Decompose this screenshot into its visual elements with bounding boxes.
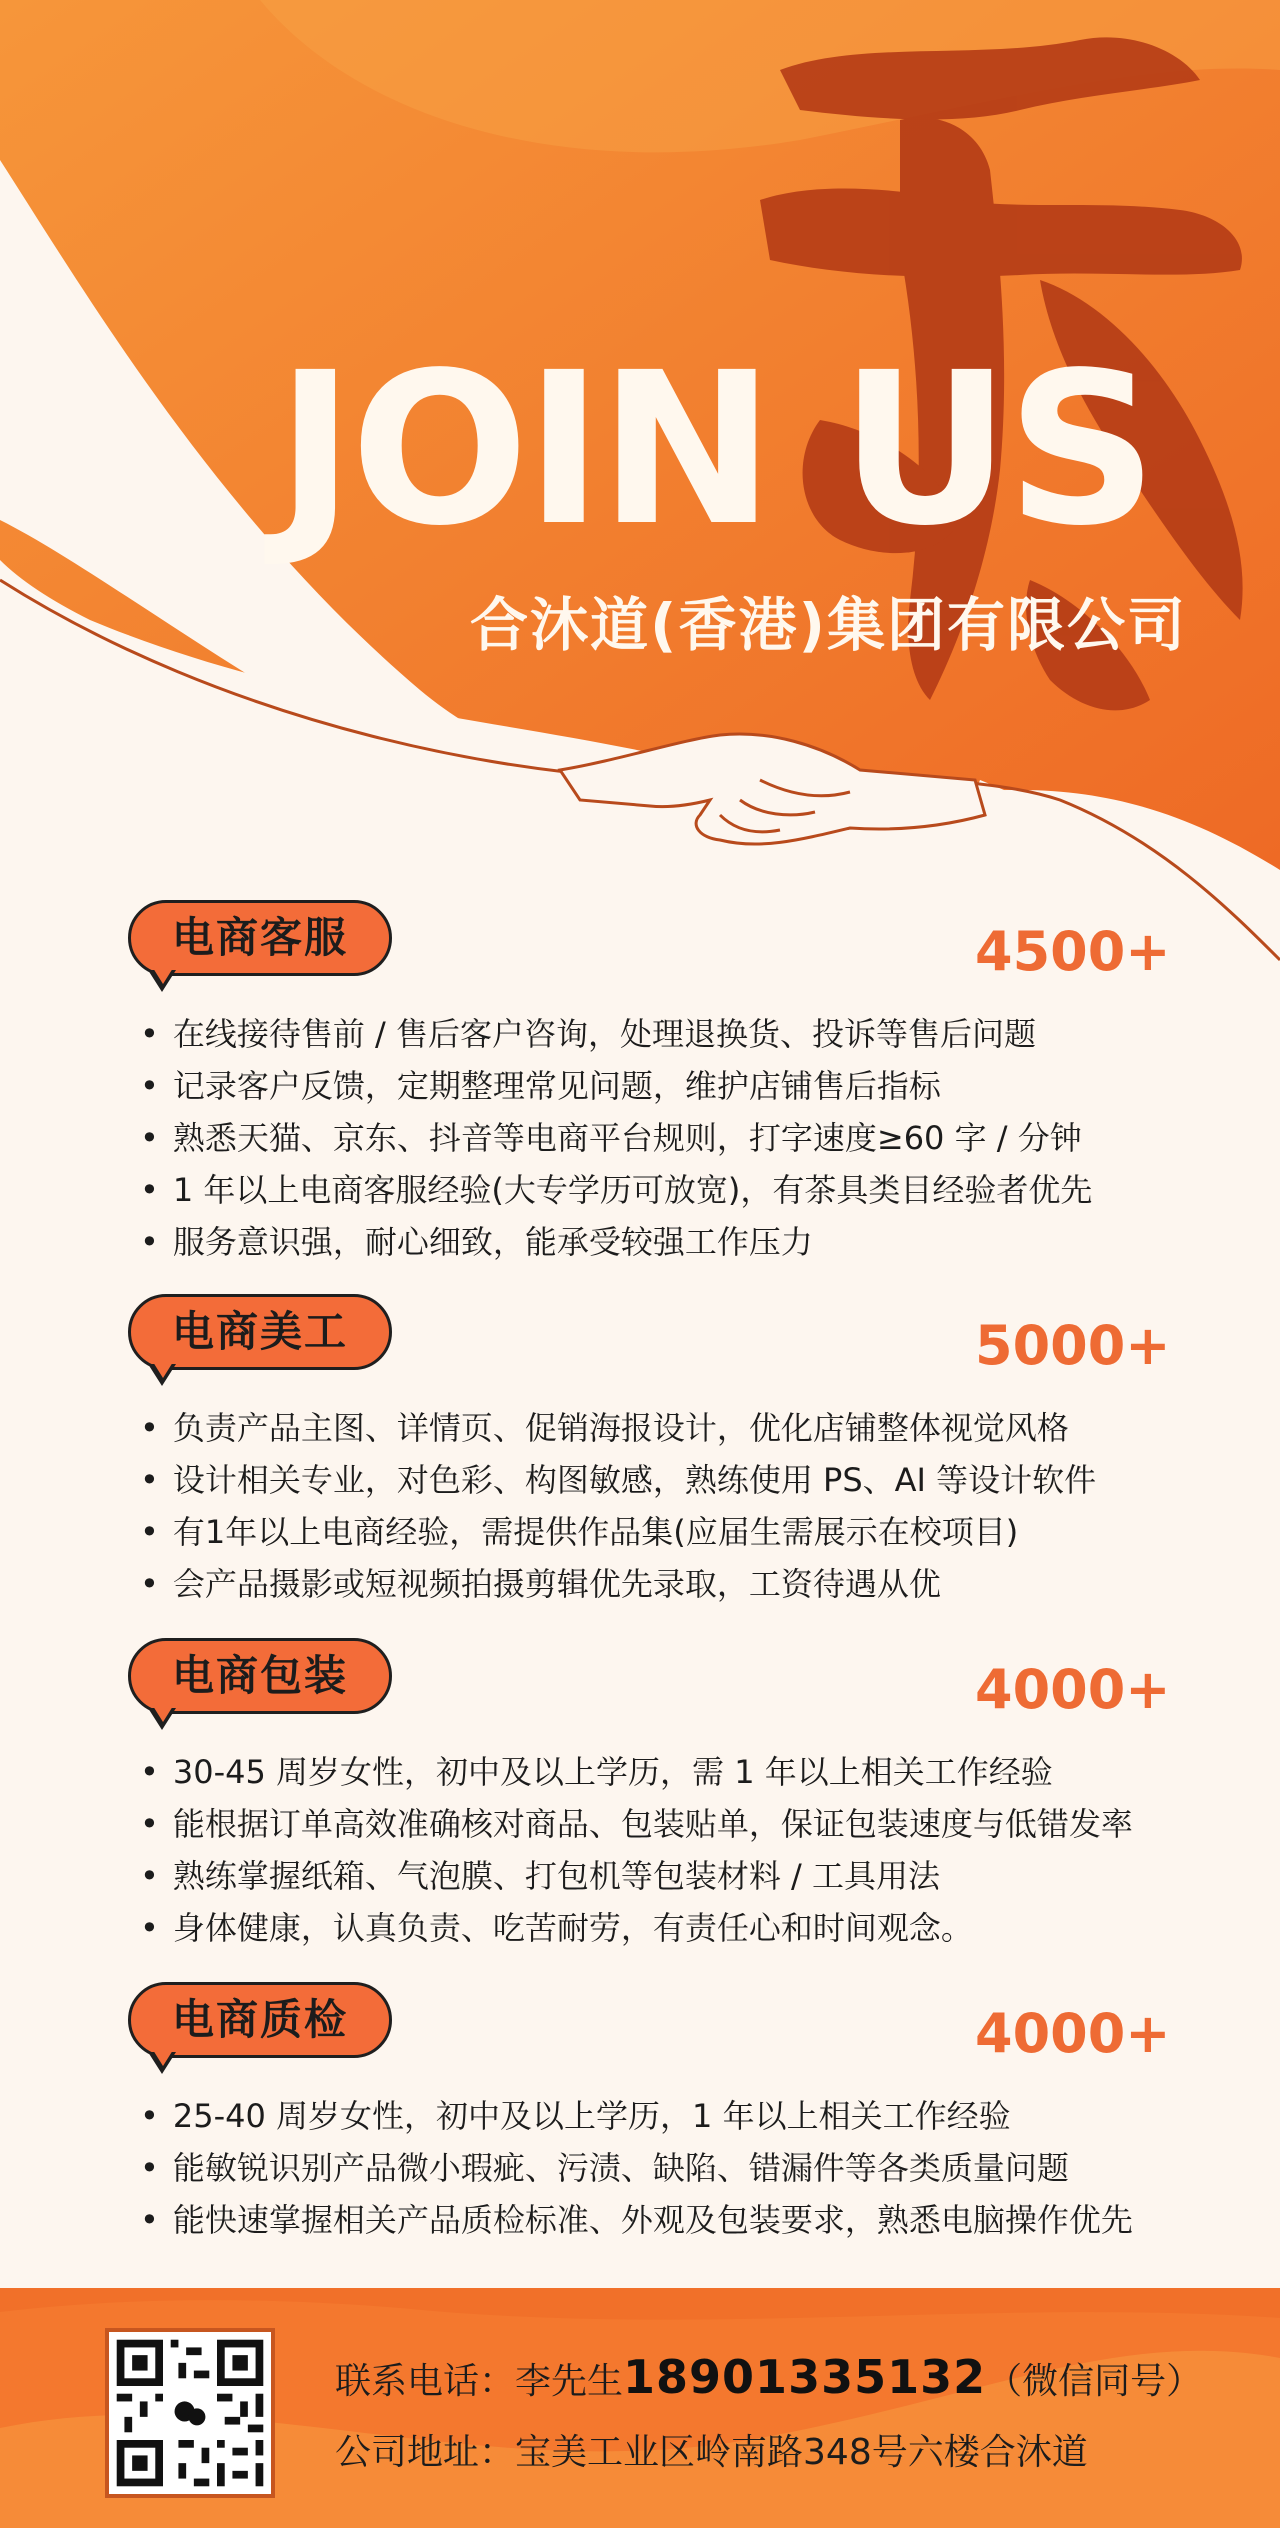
job-title: 电商客服 — [171, 913, 348, 962]
requirement-item: • 1 年以上电商客服经验(大专学历可放宽)，有茶具类目经验者优先 — [140, 1164, 1092, 1216]
requirement-item: • 身体健康，认真负责、吃苦耐劳，有责任心和时间观念。 — [140, 1902, 1133, 1954]
company-address-line — [335, 2424, 1088, 2475]
wechat-qr-code-icon — [105, 2328, 275, 2498]
job-salary: 4000+ — [975, 1658, 1171, 1721]
job-title: 电商质检 — [171, 1995, 348, 2044]
contact-phone-line — [335, 2350, 1202, 2404]
requirement-item: • 熟悉天猫、京东、抖音等电商平台规则，打字速度≥60 字 / 分钟 — [140, 1112, 1092, 1164]
job-salary: 5000+ — [975, 1314, 1171, 1377]
requirement-item: • 30-45 周岁女性，初中及以上学历，需 1 年以上相关工作经验 — [140, 1746, 1133, 1798]
job-salary: 4500+ — [975, 920, 1171, 983]
join-us-title: JOIN US — [276, 327, 1154, 572]
requirement-list — [140, 2090, 1133, 2246]
qr-pattern — [109, 2332, 271, 2494]
address-label: 公司地址： — [335, 2432, 516, 2473]
company-name: 合沐道(香港)集团有限公司 — [470, 591, 1188, 659]
requirement-item: • 会产品摄影或短视频拍摄剪辑优先录取，工资待遇从优 — [140, 1558, 1096, 1610]
job-title: 电商包装 — [171, 1651, 348, 1700]
phone-number[interactable]: 18901335132 — [623, 2350, 987, 2404]
requirement-list — [140, 1008, 1092, 1268]
job-title: 电商美工 — [171, 1307, 348, 1356]
requirement-item: • 负责产品主图、详情页、促销海报设计，优化店铺整体视觉风格 — [140, 1402, 1096, 1454]
requirement-list — [140, 1402, 1096, 1610]
job-salary: 4000+ — [975, 2002, 1171, 2065]
phone-note: （微信同号） — [986, 2361, 1203, 2402]
requirement-item: • 能快速掌握相关产品质检标准、外观及包装要求，熟悉电脑操作优先 — [140, 2194, 1133, 2246]
requirement-item: • 在线接待售前 / 售后客户咨询，处理退换货、投诉等售后问题 — [140, 1008, 1092, 1060]
contact-person: 李先生 — [515, 2361, 624, 2402]
requirement-item: • 设计相关专业，对色彩、构图敏感，熟练使用 PS、AI 等设计软件 — [140, 1454, 1096, 1506]
requirement-item: • 能根据订单高效准确核对商品、包装贴单，保证包装速度与低错发率 — [140, 1798, 1133, 1850]
contact-label: 联系电话： — [335, 2361, 516, 2402]
requirement-item: • 有1年以上电商经验，需提供作品集(应届生需展示在校项目) — [140, 1506, 1096, 1558]
requirement-item: • 25-40 周岁女性，初中及以上学历，1 年以上相关工作经验 — [140, 2090, 1133, 2142]
requirement-list — [140, 1746, 1133, 1954]
requirement-item: • 熟练掌握纸箱、气泡膜、打包机等包装材料 / 工具用法 — [140, 1850, 1133, 1902]
address-text: 宝美工业区岭南路348号六楼合沐道 — [515, 2432, 1088, 2473]
requirement-item: • 服务意识强，耐心细致，能承受较强工作压力 — [140, 1216, 1092, 1268]
requirement-item: • 记录客户反馈，定期整理常见问题，维护店铺售后指标 — [140, 1060, 1092, 1112]
contact-footer — [0, 2288, 1280, 2528]
requirement-item: • 能敏锐识别产品微小瑕疵、污渍、缺陷、错漏件等各类质量问题 — [140, 2142, 1133, 2194]
